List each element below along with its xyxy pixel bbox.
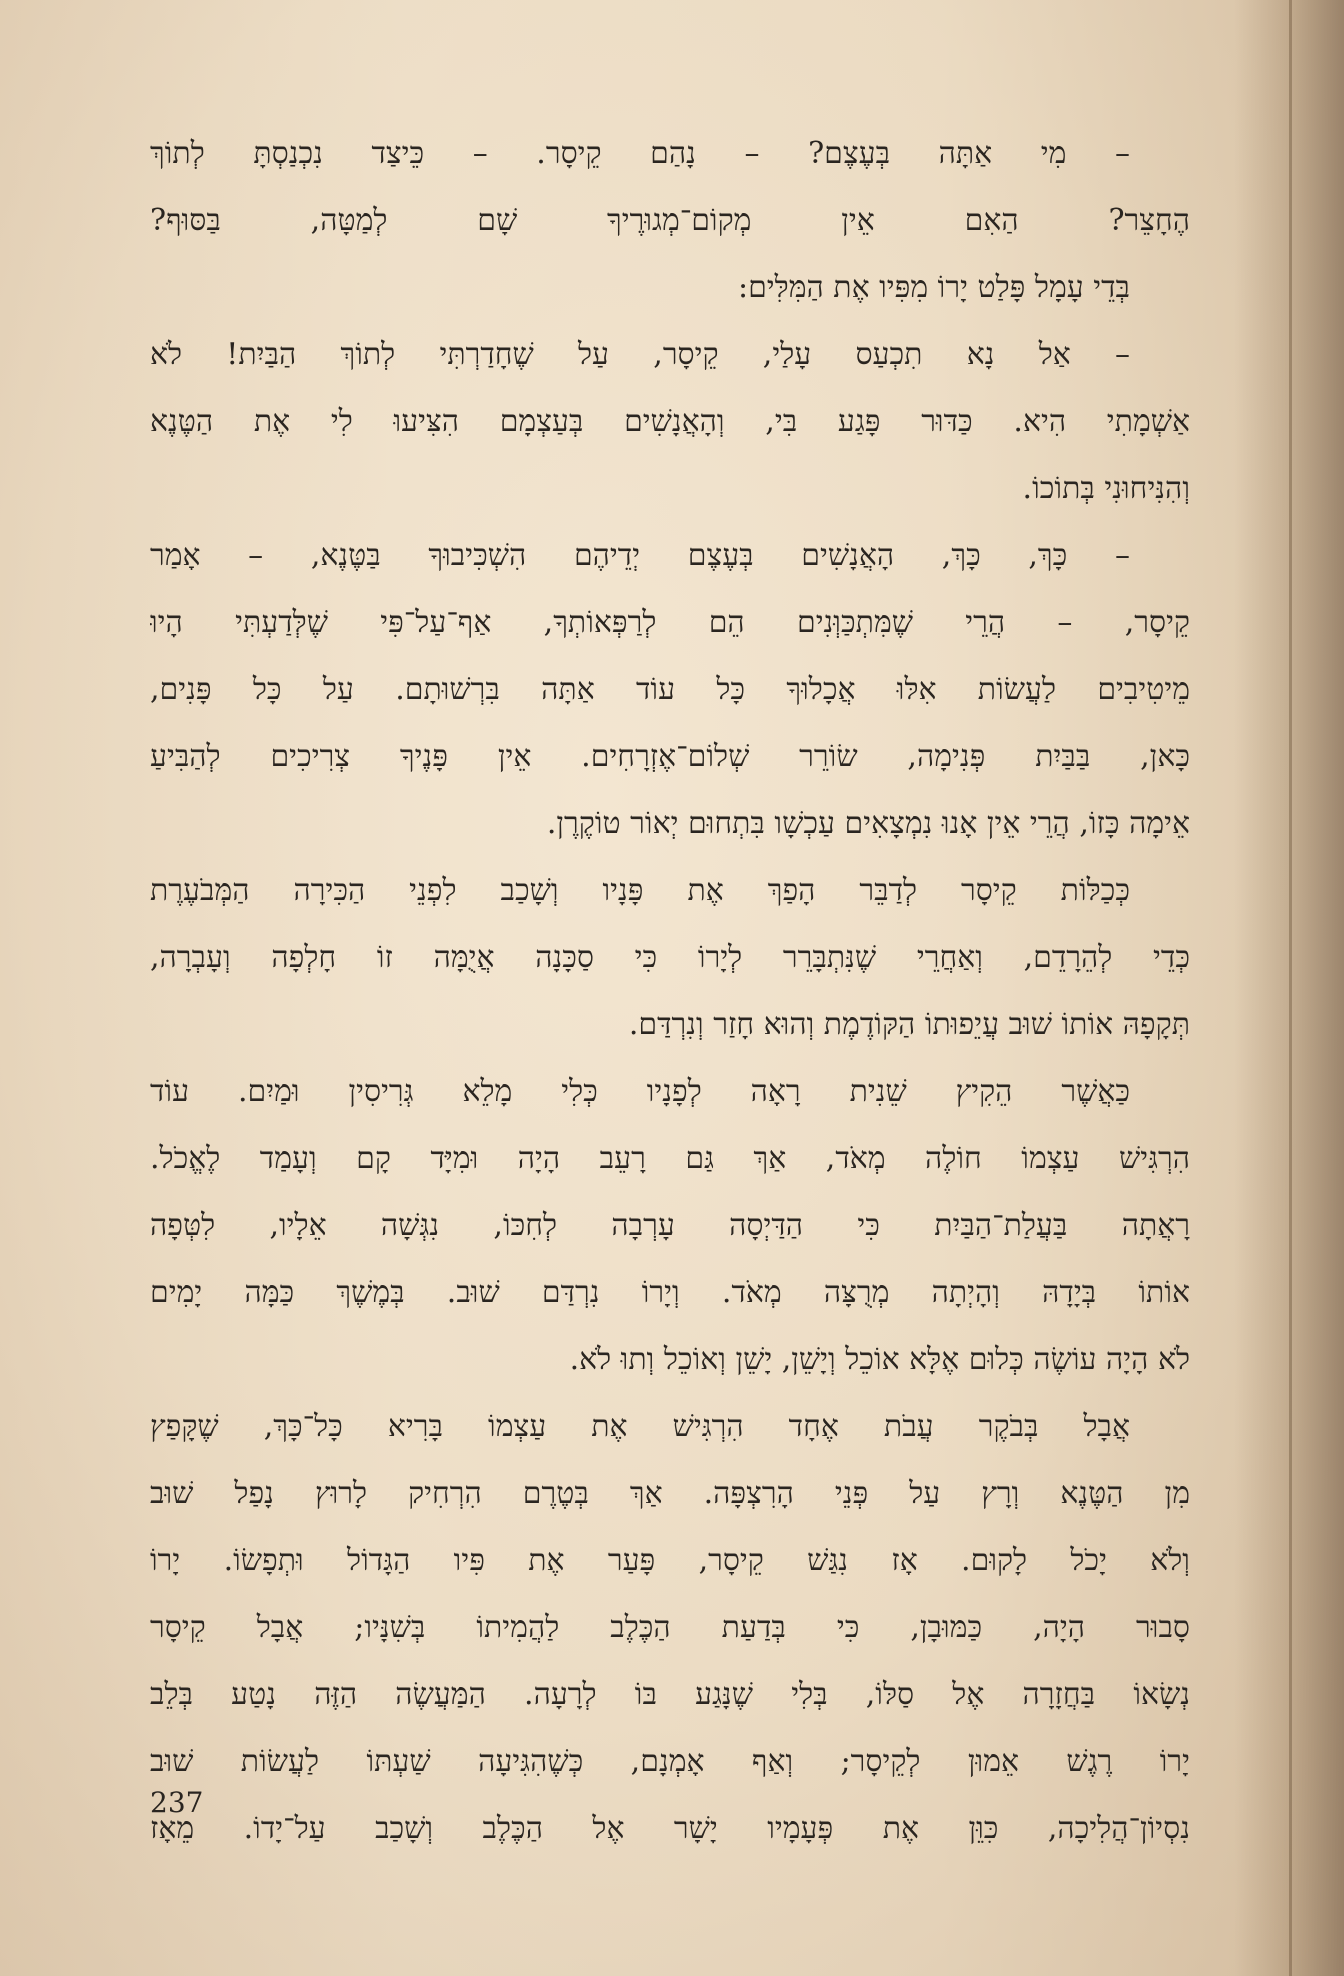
text-line: אֵימָה כָּזוֹ, הֲרֵי אֵין אָנוּ נִמְצָאִים עַכְשָׁו בִּתְחוּם יְאוֹר טוֹקֶרֶן.	[546, 806, 1190, 841]
text-line: בְּדֵי עָמָל פָּלַט יָרוֹ מִפִּיו אֶת הַמִּלִּים:	[737, 270, 1130, 305]
text-line: סָבוּר הָיָה, כַּמּוּבָן, כִּי בְּדַעַת הַכֶּלֶב לַהֲמִיתוֹ בְּשִׁנָּיו; אֲבָל קֵיסָר	[150, 1610, 1190, 1645]
text-line: נִסְיוֹן־הֲלִיכָה, כִּוֵּן אֶת פְּעָמָיו יָשָׁר אֶל הַכֶּלֶב וְשָׁכַב עַל־יָדוֹ. מֵאָז	[150, 1811, 1190, 1846]
text-line: לֹא הָיָה עוֹשֶׂה כְּלוּם אֶלָּא אוֹכֵל וְיָשֵׁן, יָשֵׁן וְאוֹכֵל וְתוּ לֹא.	[569, 1342, 1190, 1377]
text-line: אַשְׁמָתִי הִיא. כַּדּוּר פָּגַע בִּי, וְהָאֲנָשִׁים בְּעַצְמָם הִצִּיעוּ לִי אֶת הַטֶּנֶא	[150, 404, 1190, 439]
text-line: כְּדֵי לְהֵרָדֵם, וְאַחֲרֵי שֶׁנִּתְבָּרֵר לְיָרוֹ כִּי סַכָּנָה אֲיֻמָּה זוֹ חָלְפָה וְעָבְרָה,	[150, 940, 1190, 975]
text-line: רָאֲתָה בַּעֲלַת־הַבַּיִת כִּי הַדַּיְסָה עָרְבָה לְחִכּוֹ, נִגְּשָׁה אֵלָיו, לִטְּפָה	[150, 1208, 1190, 1243]
text-line: וְלֹא יָכֹל לָקוּם. אָז נִגַּשׁ קֵיסָר, פָּעַר אֶת פִּיו הַגָּדוֹל וּתְפָשׂוֹ. יָרוֹ	[150, 1543, 1190, 1578]
text-line: אֲבָל בְּבֹקֶר עֲבֹת אֶחָד הִרְגִּישׁ אֶת עַצְמוֹ בָּרִיא כָּל־כָּךְ, שֶׁקָּפַץ	[150, 1409, 1130, 1444]
body-text	[150, 120, 1190, 1862]
text-line: קֵיסָר, – הֲרֵי שֶׁמִּתְכַּוְּנִים הֵם לְרַפְּאוֹתְךָ, אַף־עַל־פִּי שֶׁלְּדַעְתִּי הָיוּ	[150, 605, 1190, 640]
text-line: הֶחָצֵר? הַאִם אֵין מְקוֹם־מְגוּרֶיךָ שָׁם לְמַטָּה, בַּסּוּף?	[150, 203, 1190, 238]
text-line: וְהִנִּיחוּנִי בְּתוֹכוֹ.	[1022, 471, 1190, 506]
text-line: יָרוֹ רֶגֶשׁ אֵמוּן לְקֵיסָר; וְאַף אָמְנָם, כְּשֶׁהִגִּיעָה שַׁעְתּוֹ לַעֲשׂוֹת שׁוּב	[150, 1744, 1190, 1779]
text-line: כְּכַלּוֹת קֵיסָר לְדַבֵּר הָפַךְ אֶת פָּנָיו וְשָׁכַב לִפְנֵי הַכִּירָה הַמְּבֹעֶרֶת	[150, 873, 1130, 908]
text-line: תְּקָפָהּ אוֹתוֹ שׁוּב עֲיֵפוּתוֹ הַקּוֹדֶמֶת וְהוּא חָזַר וְנִרְדַּם.	[628, 1007, 1190, 1042]
text-line: כַּאֲשֶׁר הֵקִיץ שֵׁנִית רָאָה לְפָנָיו כְּלִי מָלֵא גְּרִיסִין וּמַיִם. עוֹד	[150, 1074, 1130, 1109]
text-line: הִרְגִּישׁ עַצְמוֹ חוֹלֶה מְאֹד, אַךְ גַּם רָעֵב הָיָה וּמִיָּד קָם וְעָמַד לֶאֱכֹל.	[150, 1141, 1190, 1176]
page-number: 237	[150, 1786, 204, 1819]
text-line: – אַל נָא תִכְעַס עָלַי, קֵיסָר, עַל שֶׁחָדַרְתִּי לְתוֹךְ הַבַּיִת! לֹא	[150, 337, 1130, 372]
text-line: אוֹתוֹ בְּיָדָהּ וְהָיְתָה מְרֻצָּה מְאֹד. וְיָרוֹ נִרְדַּם שׁוּב. בְּמֶשֶׁךְ כַּמָּה יָמִים	[150, 1275, 1190, 1310]
text-line: נְשָׂאוֹ בַּחֲזָרָה אֶל סַלּוֹ, בְּלִי שֶׁנָּגַע בּוֹ לְרָעָה. הַמַּעֲשֶׂה הַזֶּה נָטַע בְּלֵב	[150, 1677, 1190, 1712]
text-line: מֵיטִיבִים לַעֲשׂוֹת אִלּוּ אֲכָלוּךָ כָּל עוֹד אַתָּה בִּרְשׁוּתָם. עַל כָּל פָּנִים,	[150, 672, 1190, 707]
text-line: – מִי אַתָּה בְּעֶצֶם? – נָהַם קֵיסָר. – כֵּיצַד נִכְנַסְתָּ לְתוֹךְ	[150, 136, 1130, 171]
text-line: – כָּךְ, כָּךְ, הָאֲנָשִׁים בְּעֶצֶם יְדֵיהֶם הִשְׁכִּיבוּךָ בַּטֶּנֶא, – אָמַר	[150, 538, 1130, 573]
text-line: מִן הַטֶּנֶא וְרָץ עַל פְּנֵי הָרִצְפָּה. אַךְ בְּטֶרֶם הִרְחִיק לָרוּץ נָפַל שׁוּב	[150, 1476, 1190, 1511]
page-edge	[1289, 0, 1292, 1976]
text-line: כָּאן, בַּבַּיִת פְּנִימָה, שׂוֹרֵר שְׁלוֹם־אֶזְרָחִים. אֵין פָּנֶיךָ צְרִיכִים לְהַבִּיעַ	[150, 739, 1190, 774]
